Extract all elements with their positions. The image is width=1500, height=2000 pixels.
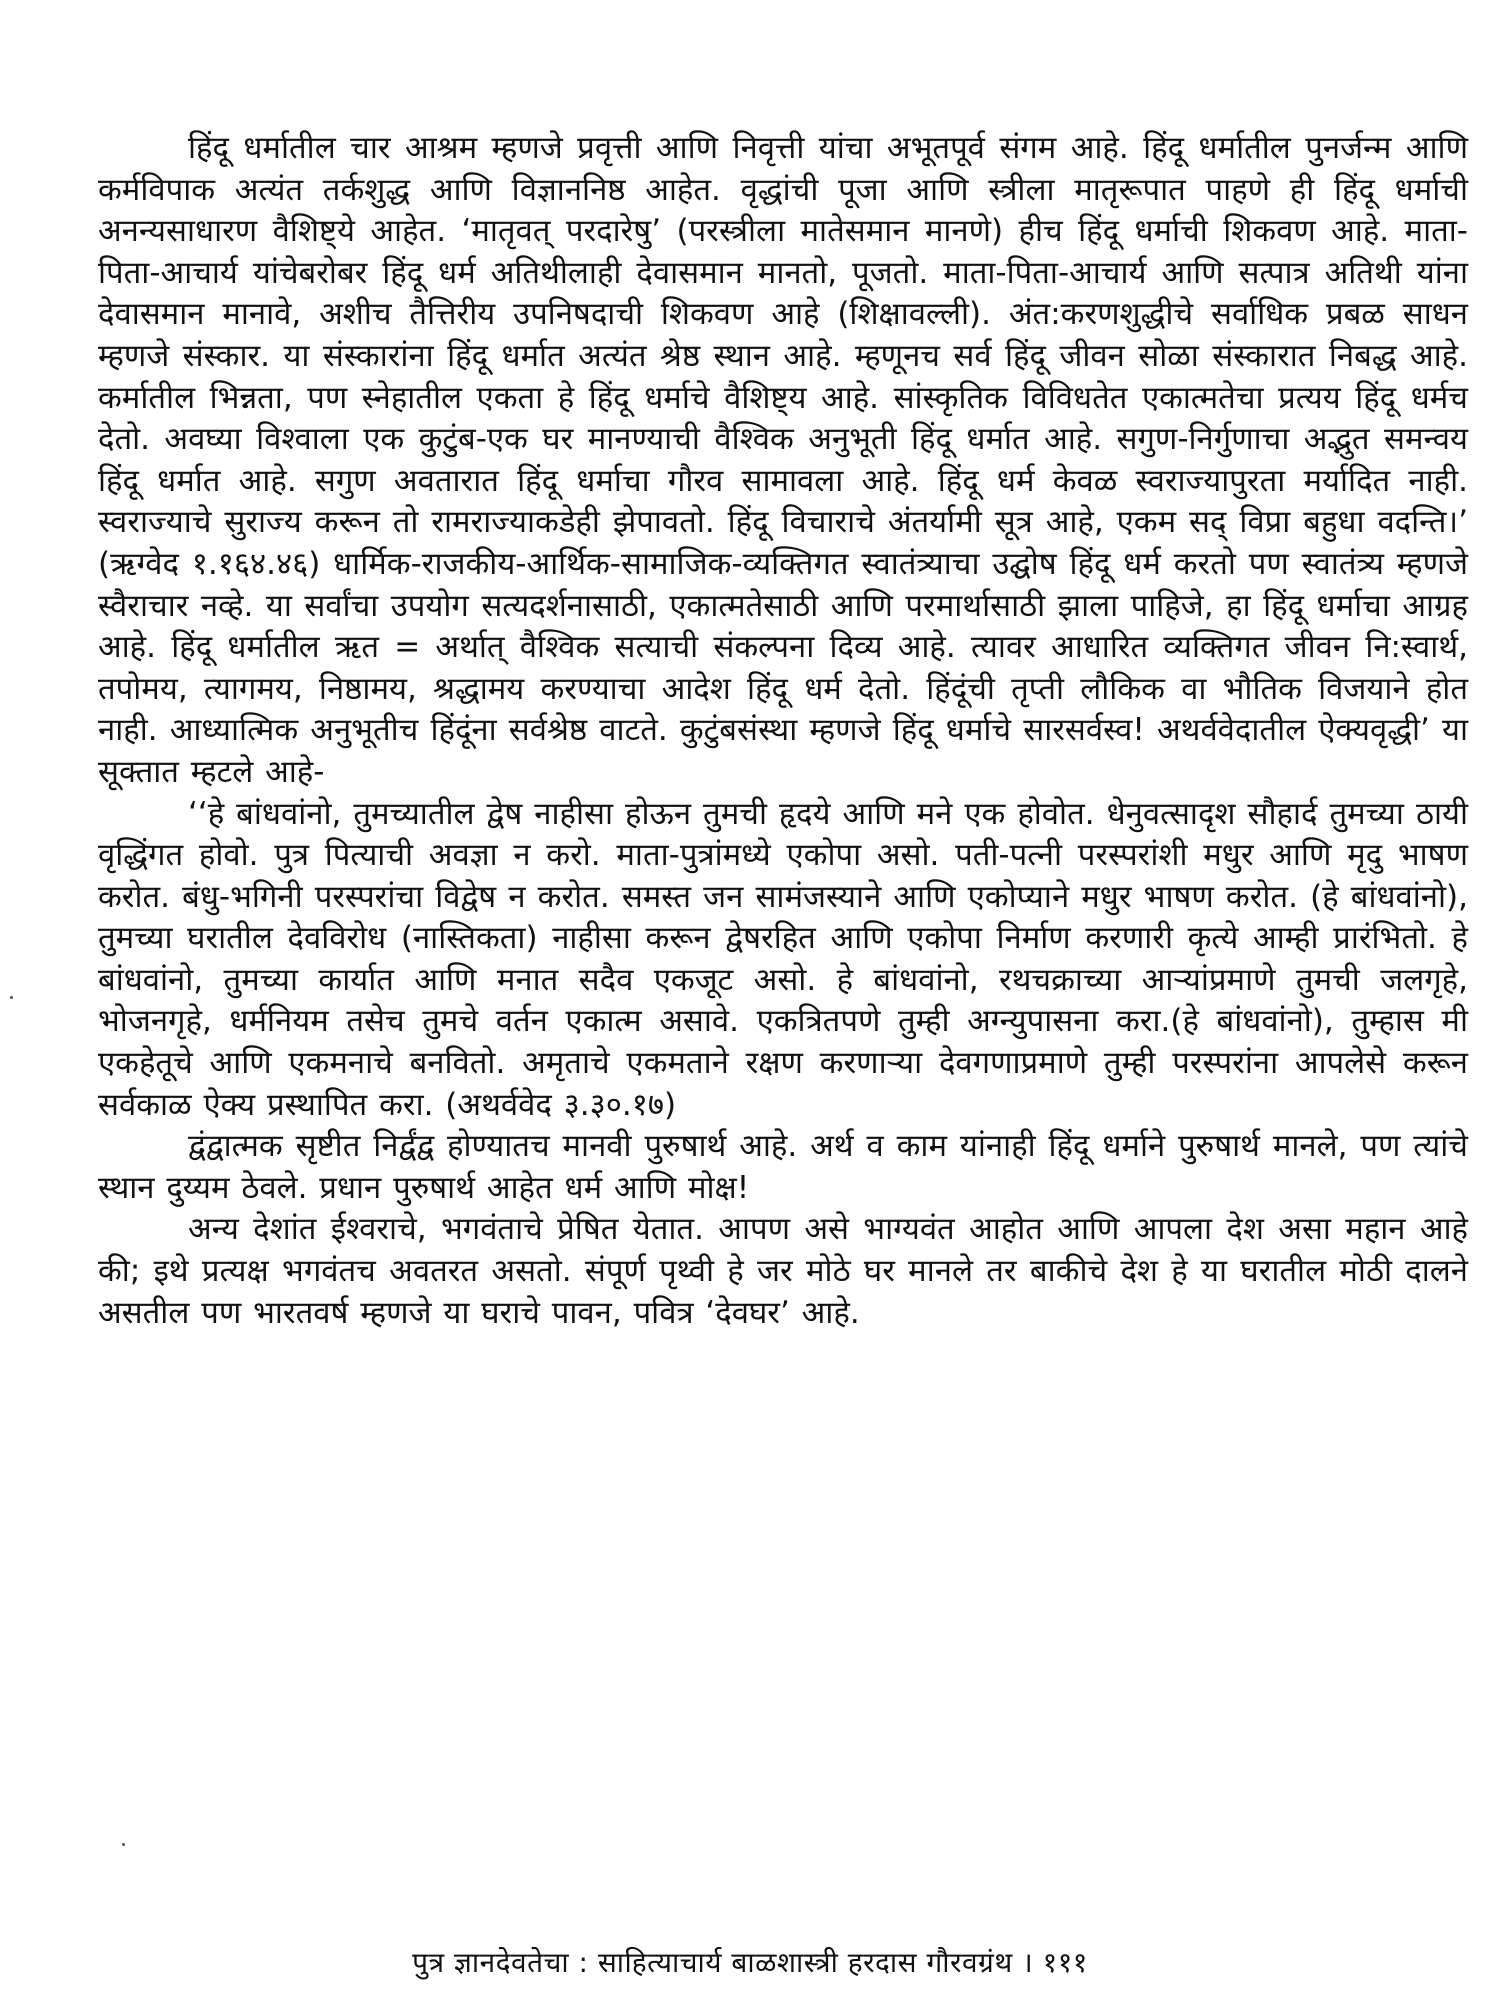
scan-speck bbox=[122, 1843, 125, 1846]
paragraph-purushartha: द्वंद्वात्मक सृष्टीत निर्द्वंद्व होण्यातच मानवी पुरुषार्थ आहे. अर्थ व काम यांनाही हिंदू धर्माने पुरुषार्थ मानले, पण त्यांचे स्थान दुय्यम ठेवले. प्रधान पुरुषार्थ आहेत धर्म आणि मोक्ष! bbox=[98, 1128, 1468, 1206]
body-text bbox=[98, 128, 1468, 1334]
paragraph-atharvaveda-quote: ‘‘हे बांधवांनो, तुमच्यातील द्वेष नाहीसा होऊन तुमची हृदये आणि मने एक होवोत. धेनुवत्सादृश सौहार्द तुमच्या ठायी वृद्धिंगत होवो. पुत्र पित्याची अवज्ञा न करो. माता-पुत्रांमध्ये एकोपा असो. पती-पत्नी परस्परांशी मधुर आणि मृदु भाषण करोत. बंधु-भगिनी परस्परांचा विद्वेष न करोत. समस्त जन सामंजस्याने आणि एकोप्याने मधुर भाषण करोत. (हे बांधवांनो), तुमच्या घरातील देवविरोध (नास्तिकता) नाहीसा करून द्वेषरहित आणि एकोपा निर्माण करणारी कृत्ये आम्ही प्रारंभितो. हे बांधवांनो, तुमच्या कार्यात आणि मनात सदैव एकजूट असो. हे बांधवांनो, रथचक्राच्या आऱ्यांप्रमाणे तुमची जलगृहे, भोजनगृहे, धर्मनियम तसेच तुमचे वर्तन एकात्म असावे. एकत्रितपणे तुम्ही अग्न्युपासना करा.(हे बांधवांनो), तुम्हास मी एकहेतूचे आणि एकमनाचे बनवितो. अमृताचे एकमताने रक्षण करणाऱ्या देवगणाप्रमाणे तुम्ही परस्परांना आपलेसे करून सर्वकाळ ऐक्य प्रस्थापित करा. (अथर्ववेद ३.३०.१७) bbox=[98, 795, 1468, 1123]
scan-speck bbox=[10, 996, 13, 999]
page-footer: पुत्र ज्ञानदेवतेचा : साहित्याचार्य बाळशास्त्री हरदास गौरवग्रंथ । १११ bbox=[412, 1946, 1088, 1979]
paragraph-devghar: अन्य देशांत ईश्वराचे, भगवंताचे प्रेषित येतात. आपण असे भाग्यवंत आहोत आणि आपला देश असा महान आहे की; इथे प्रत्यक्ष भगवंतच अवतरत असतो. संपूर्ण पृथ्वी हे जर मोठे घर मानले तर बाकीचे देश हे या घरातील मोठी दालने असतील पण भारतवर्ष म्हणजे या घराचे पावन, पवित्र ‘देवघर’ आहे. bbox=[98, 1211, 1468, 1331]
paragraph-hindu-dharma: हिंदू धर्मातील चार आश्रम म्हणजे प्रवृत्ती आणि निवृत्ती यांचा अभूतपूर्व संगम आहे. हिंदू धर्मातील पुनर्जन्म आणि कर्मविपाक अत्यंत तर्कशुद्ध आणि विज्ञाननिष्ठ आहेत. वृद्धांची पूजा आणि स्त्रीला मातृरूपात पाहणे ही हिंदू धर्माची अनन्यसाधारण वैशिष्ट्ये आहेत. ‘मातृवत् परदारेषु’ (परस्त्रीला मातेसमान मानणे) हीच हिंदू धर्माची शिकवण आहे. माता-पिता-आचार्य यांचेबरोबर हिंदू धर्म अतिथीलाही देवासमान मानतो, पूजतो. माता-पिता-आचार्य आणि सत्पात्र अतिथी यांना देवासमान मानावे, अशीच तैत्तिरीय उपनिषदाची शिकवण आहे (शिक्षावल्ली). अंत:करणशुद्धीचे सर्वाधिक प्रबळ साधन म्हणजे संस्कार. या संस्कारांना हिंदू धर्मात अत्यंत श्रेष्ठ स्थान आहे. म्हणूनच सर्व हिंदू जीवन सोळा संस्कारात निबद्ध आहे. कर्मातील भिन्नता, पण स्नेहातील एकता हे हिंदू धर्माचे वैशिष्ट्य आहे. सांस्कृतिक विविधतेत एकात्मतेचा प्रत्यय हिंदू धर्मच देतो. अवघ्या विश्वाला एक कुटुंब-एक घर मानण्याची वैश्विक अनुभूती हिंदू धर्मात आहे. सगुण-निर्गुणाचा अद्भुत समन्वय हिंदू धर्मात आहे. सगुण अवतारात हिंदू धर्माचा गौरव सामावला आहे. हिंदू धर्म केवळ स्वराज्यापुरता मर्यादित नाही. स्वराज्याचे सुराज्य करून तो रामराज्याकडेही झेपावतो. हिंदू विचाराचे अंतर्यामी सूत्र आहे, एकम सद् विप्रा बहुधा वदन्ति।’ (ऋग्वेद १.१६४.४६) धार्मिक-राजकीय-आर्थिक-सामाजिक-व्यक्तिगत स्वातंत्र्याचा उद्घोष हिंदू धर्म करतो पण स्वातंत्र्य म्हणजे स्वैराचार नव्हे. या सर्वांचा उपयोग सत्यदर्शनासाठी, एकात्मतेसाठी आणि परमार्थासाठी झाला पाहिजे, हा हिंदू धर्माचा आग्रह आहे. हिंदू धर्मातील ऋत = अर्थात् वैश्विक सत्याची संकल्पना दिव्य आहे. त्यावर आधारित व्यक्तिगत जीवन नि:स्वार्थ, तपोमय, त्यागमय, निष्ठामय, श्रद्धामय करण्याचा आदेश हिंदू धर्म देतो. हिंदूंची तृप्ती लौकिक वा भौतिक विजयाने होत नाही. आध्यात्मिक अनुभूतीच हिंदूंना सर्वश्रेष्ठ वाटते. कुटुंबसंस्था म्हणजे हिंदू धर्माचे सारसर्वस्व! अथर्ववेदातील ऐक्यवृद्धी’ या सूक्तात म्हटले आहे- bbox=[98, 130, 1468, 790]
